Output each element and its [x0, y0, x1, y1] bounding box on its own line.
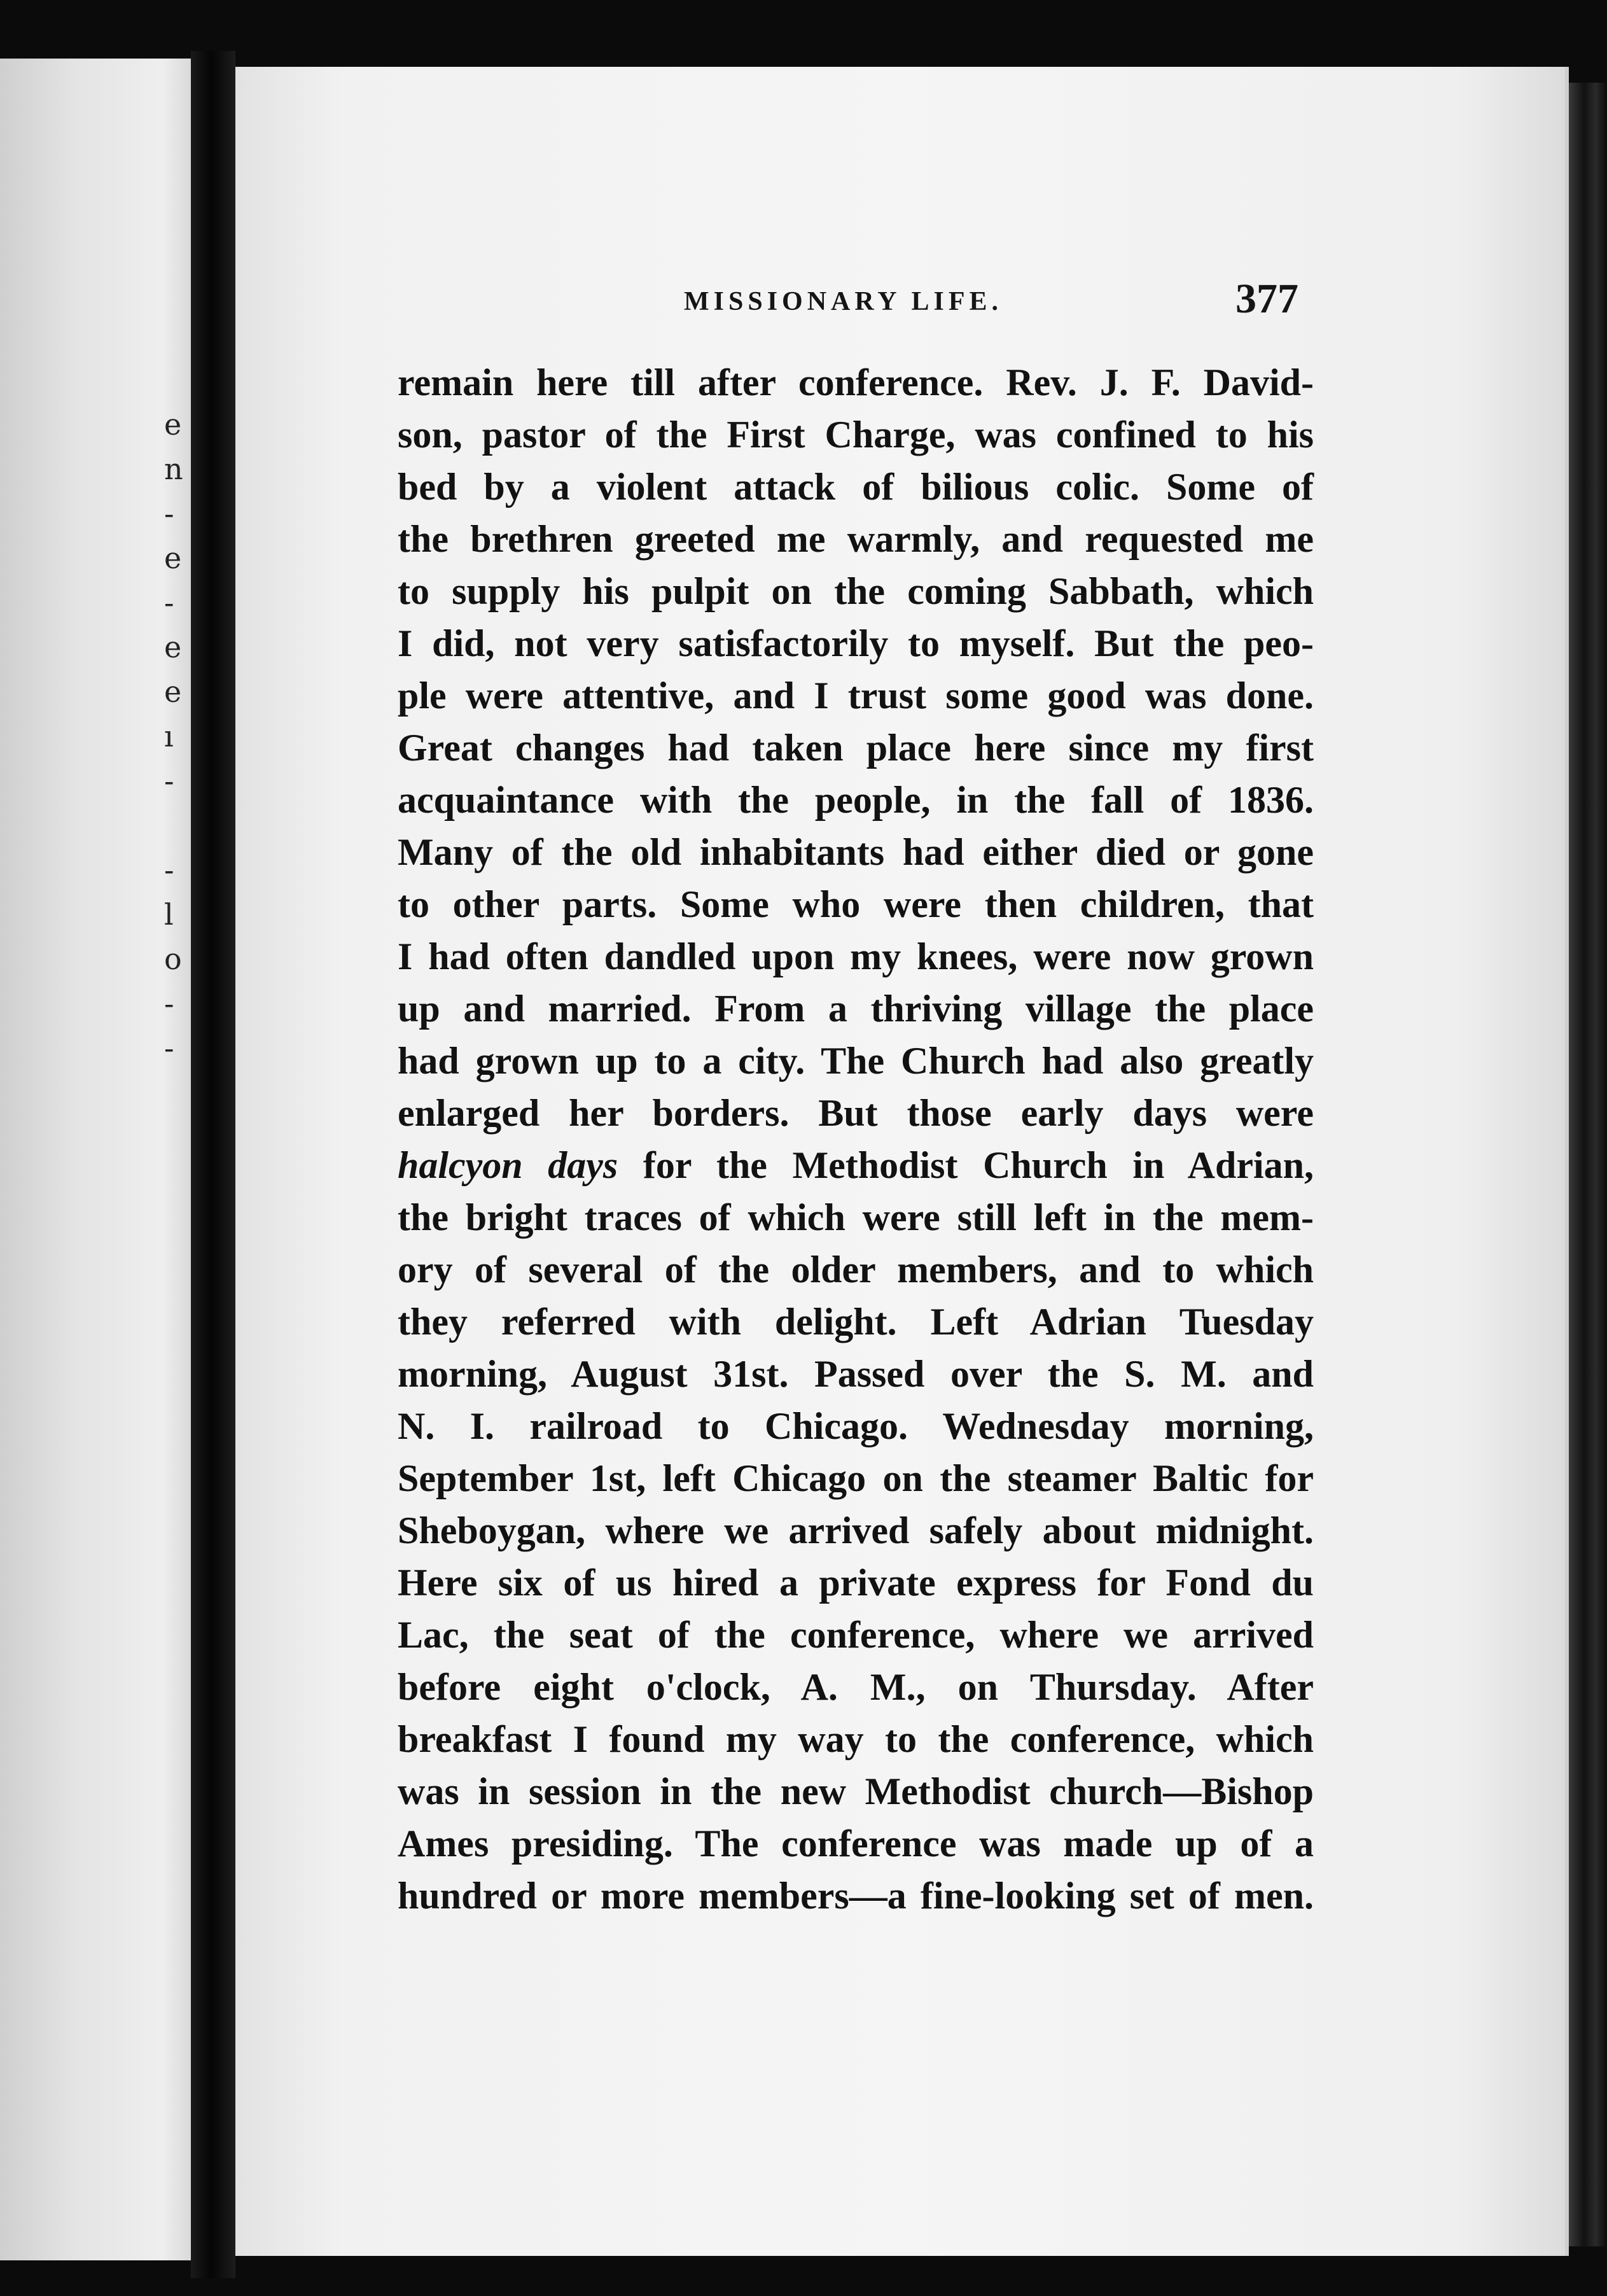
text-line: Great changes had taken place here since my first — [398, 727, 1314, 769]
text-line: Many of the old inhabitants had either died or gone — [398, 831, 1314, 873]
text-line: remain here till after conference. Rev. J. F. David- — [398, 361, 1314, 403]
text-line: Lac, the seat of the conference, where we arrived — [398, 1614, 1314, 1656]
text-line: enlarged her borders. But those early days were — [398, 1092, 1314, 1134]
page-edge-shadow — [1569, 83, 1607, 2246]
text-line-remainder: for the Methodist Church in Adrian, — [643, 1144, 1314, 1186]
body-text — [398, 356, 1314, 1922]
left-facing-page — [0, 59, 191, 2260]
text-line-with-italic — [398, 1139, 1314, 1191]
text-line: before eight o'clock, A. M., on Thursday. After — [398, 1666, 1314, 1708]
running-head: MISSIONARY LIFE. — [684, 287, 1003, 316]
text-line: bed by a violent attack of bilious colic. Some of — [398, 466, 1314, 508]
text-line: to other parts. Some who were then children, that — [398, 883, 1314, 925]
text-line: N. I. railroad to Chicago. Wednesday morning, — [398, 1405, 1314, 1447]
text-line: ory of several of the older members, and to which — [398, 1249, 1314, 1291]
text-line: hundred or more members—a fine-looking set of men. — [398, 1875, 1314, 1917]
text-line: the brethren greeted me warmly, and requested me — [398, 518, 1314, 560]
text-line: September 1st, left Chicago on the steamer Baltic for — [398, 1457, 1314, 1499]
text-line: Sheboygan, where we arrived safely about midnight. — [398, 1509, 1314, 1551]
text-line: to supply his pulpit on the coming Sabbath, which — [398, 570, 1314, 612]
italic-phrase: halcyon days — [398, 1144, 618, 1186]
text-line: morning, August 31st. Passed over the S. M. and — [398, 1353, 1314, 1395]
left-page-cut-off-text: e n - e - e e ı - - l o - - — [164, 407, 183, 1065]
text-line: I had often dandled upon my knees, were now grown — [398, 935, 1314, 977]
text-line: up and married. From a thriving village the place — [398, 988, 1314, 1030]
text-line: was in session in the new Methodist church—Bishop — [398, 1770, 1314, 1812]
text-line: ple were attentive, and I trust some good was done. — [398, 675, 1314, 717]
page-number: 377 — [1235, 276, 1298, 322]
text-line: acquaintance with the people, in the fall of 1836. — [398, 779, 1314, 821]
book-gutter — [191, 51, 235, 2278]
text-line: Here six of us hired a private express for Fond du — [398, 1562, 1314, 1604]
text-line: the bright traces of which were still left in the mem- — [398, 1196, 1314, 1238]
text-line: son, pastor of the First Charge, was confined to his — [398, 414, 1314, 456]
text-line: they referred with delight. Left Adrian Tuesday — [398, 1301, 1314, 1343]
text-line: I did, not very satisfactorily to myself. But the peo- — [398, 622, 1314, 664]
text-line: Ames presiding. The conference was made up of a — [398, 1823, 1314, 1865]
text-line: had grown up to a city. The Church had also greatly — [398, 1040, 1314, 1082]
text-line: breakfast I found my way to the conference, which — [398, 1718, 1314, 1760]
